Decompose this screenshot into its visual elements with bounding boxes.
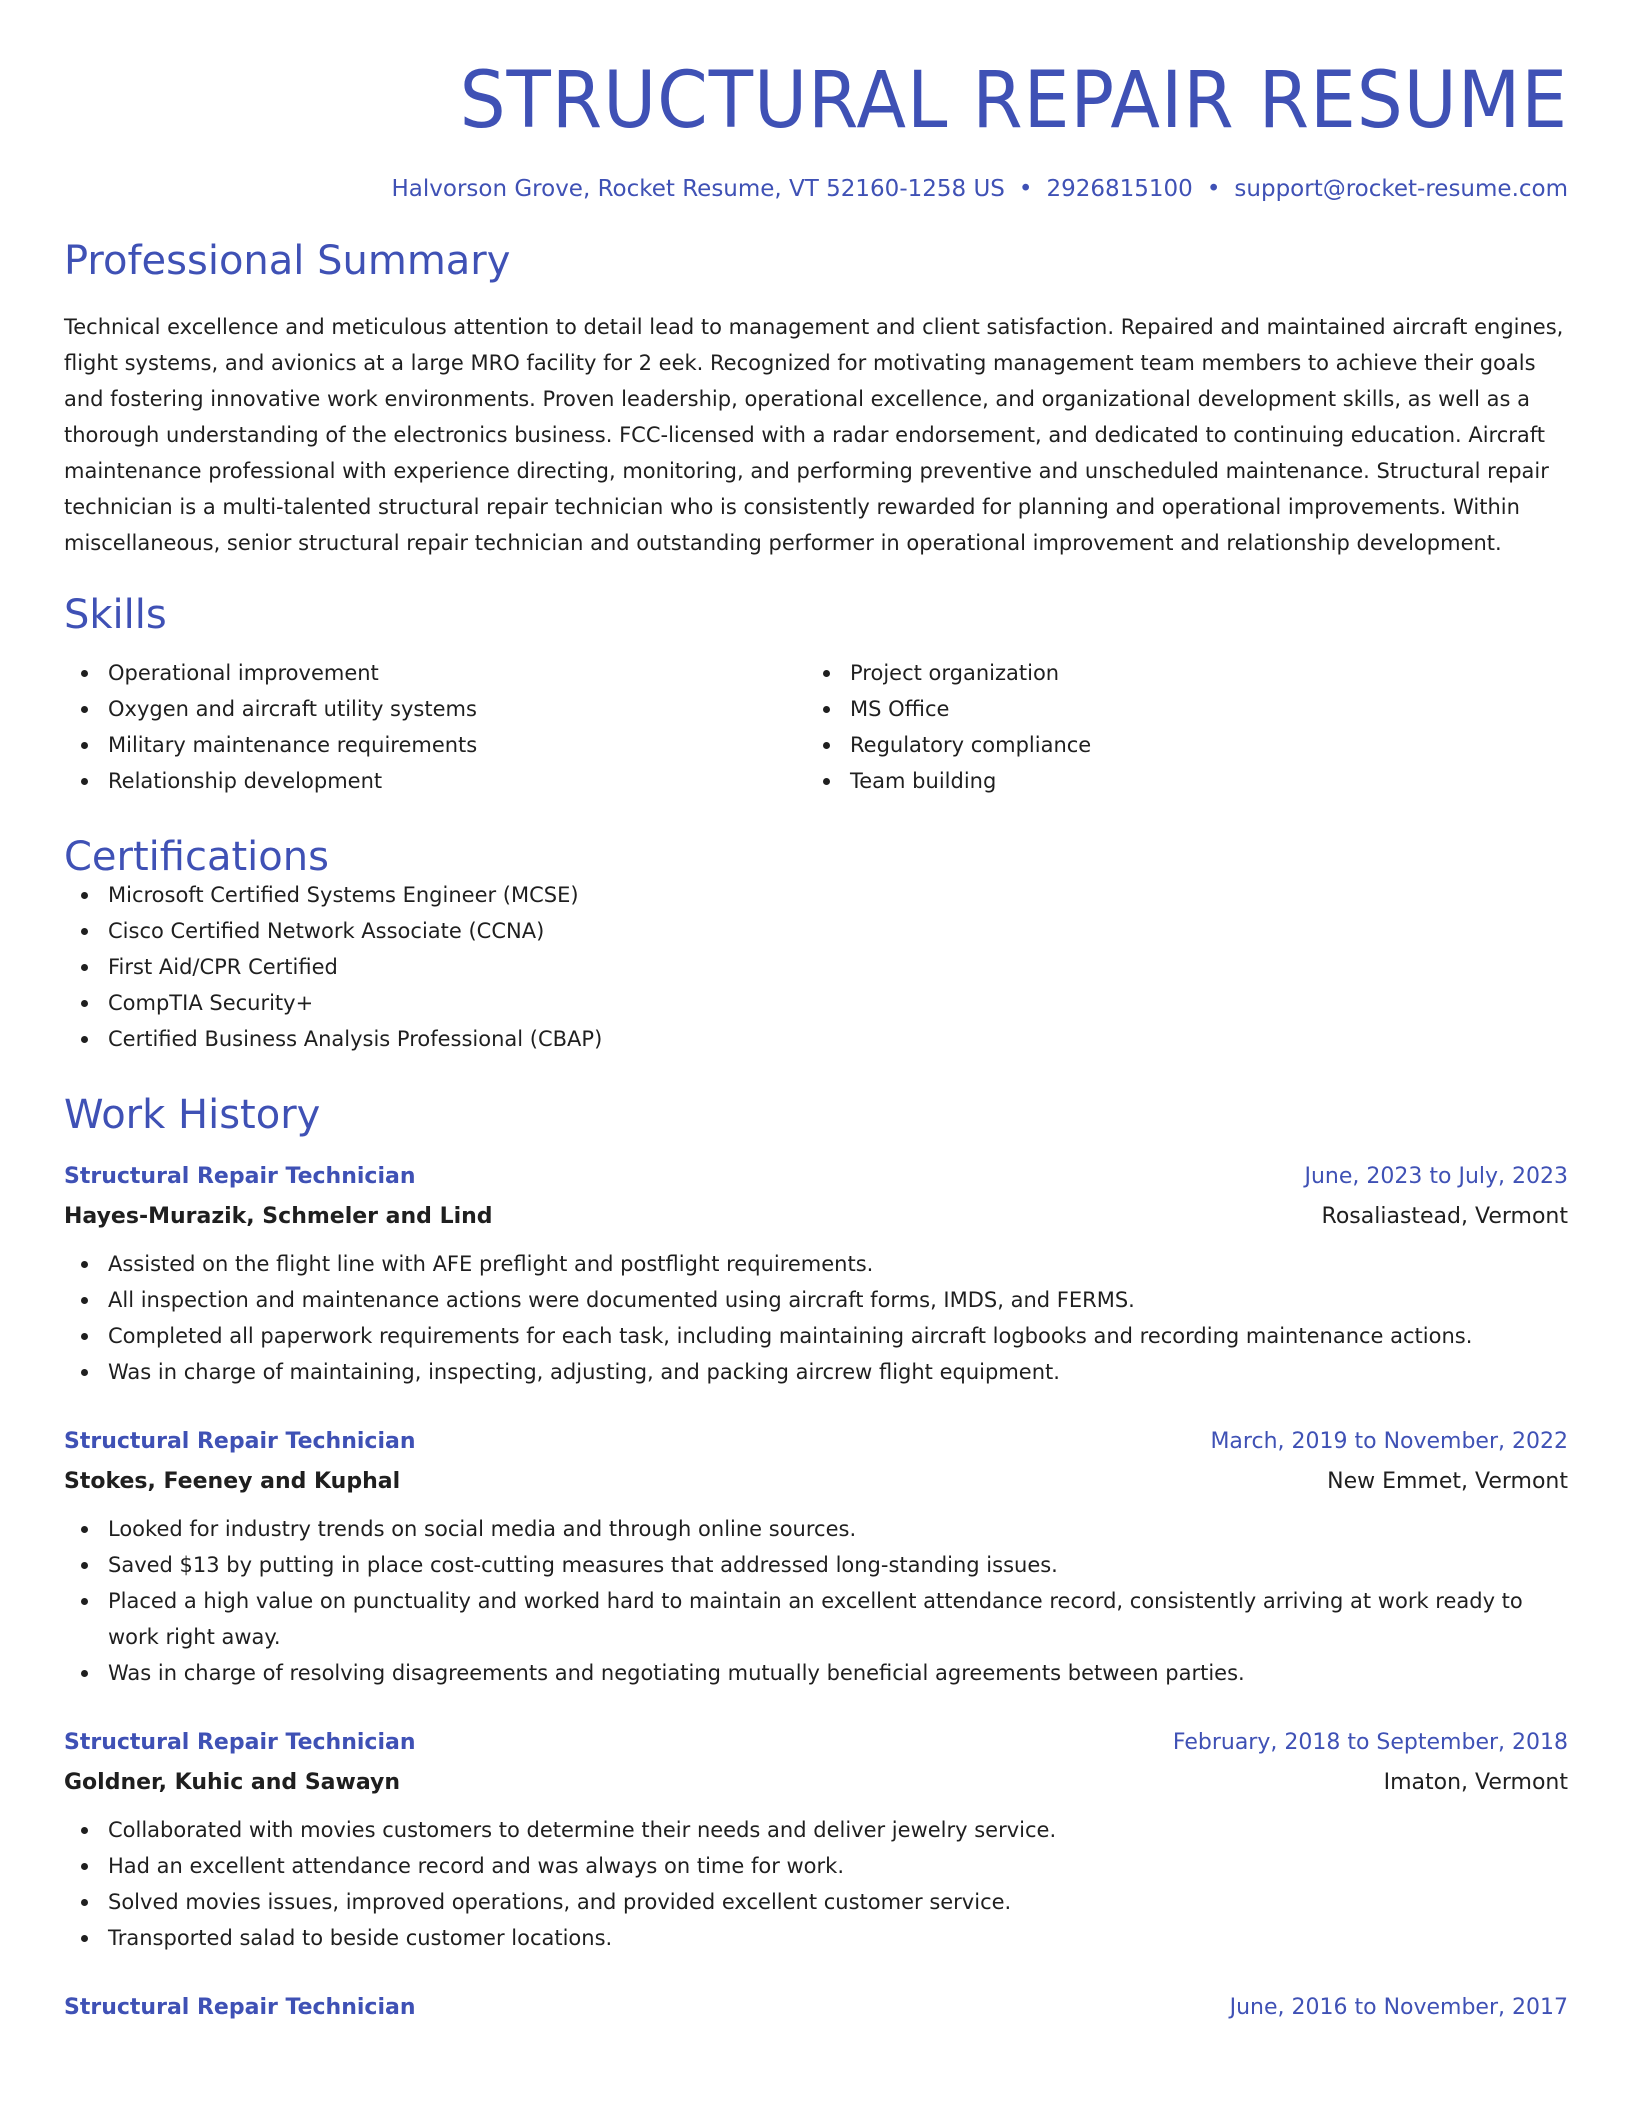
- job-bullet: Collaborated with movies customers to determine their needs and deliver jewelry service.: [64, 1812, 1568, 1848]
- job-entry: [64, 1428, 1568, 1691]
- job-title: Structural Repair Technician: [64, 1995, 416, 2020]
- certification-item: First Aid/CPR Certified: [64, 949, 1568, 985]
- certifications-list: [64, 877, 1568, 1057]
- job-title: Structural Repair Technician: [64, 1164, 416, 1189]
- skills-heading: Skills: [64, 592, 167, 638]
- certification-item: CompTIA Security+: [64, 985, 1568, 1021]
- job-entry: [64, 1729, 1568, 1956]
- job-location: New Emmet, Vermont: [1327, 1469, 1568, 1494]
- job-bullet: Was in charge of maintaining, inspecting, adjusting, and packing aircrew flight equipment.: [64, 1354, 1568, 1390]
- work-history-heading: Work History: [64, 1092, 321, 1138]
- job-location: Rosaliastead, Vermont: [1321, 1204, 1568, 1229]
- skills-column-left: [64, 655, 806, 799]
- job-bullet: All inspection and maintenance actions were documented using aircraft forms, IMDS, and FERMS.: [64, 1282, 1568, 1318]
- job-bullet: Looked for industry trends on social media and through online sources.: [64, 1511, 1568, 1547]
- job-bullets: [64, 1812, 1568, 1956]
- contact-phone: 2926815100: [1046, 176, 1193, 202]
- contact-address: Halvorson Grove, Rocket Resume, VT 52160-1258 US: [391, 176, 1005, 202]
- job-company: Hayes-Murazik, Schmeler and Lind: [64, 1204, 493, 1229]
- job-title: Structural Repair Technician: [64, 1429, 416, 1454]
- job-entry: [64, 1163, 1568, 1390]
- contact-separator: •: [1206, 176, 1221, 202]
- summary-text: Technical excellence and meticulous attention to detail lead to management and client satisfaction. Repaired and maintained aircraft engines, flight systems, and avionics at a large MRO facility for 2 eek. Recognized for motivating management team members to achieve their goals and fostering innovative work environments. Proven leadership, operational excellence, and organizational development skills, as well as a thorough understanding of the electronics business. FCC-licensed with a radar endorsement, and dedicated to continuing education. Aircraft maintenance professional with experience directing, monitoring, and performing preventive and unscheduled maintenance. Structural repair technician is a multi-talented structural repair technician who is consistently rewarded for planning and operational improvements. Within miscellaneous, senior structural repair technician and outstanding performer in operational improvement and relationship development.: [64, 315, 1564, 555]
- job-bullet: Placed a high value on punctuality and worked hard to maintain an excellent attendance record, consistently arriving at work ready to work right away.: [64, 1583, 1568, 1655]
- job-title: Structural Repair Technician: [64, 1730, 416, 1755]
- contact-email[interactable]: support@rocket-resume.com: [1234, 176, 1568, 202]
- skill-item: Operational improvement: [64, 655, 806, 691]
- contact-line: [64, 178, 1568, 201]
- skill-item: MS Office: [806, 691, 1548, 727]
- skill-item: Oxygen and aircraft utility systems: [64, 691, 806, 727]
- job-bullet: Assisted on the flight line with AFE preflight and postflight requirements.: [64, 1246, 1568, 1282]
- job-company: Stokes, Feeney and Kuphal: [64, 1469, 401, 1494]
- job-entry: [64, 1994, 1568, 2022]
- job-bullets: [64, 1246, 1568, 1390]
- contact-separator: •: [1018, 176, 1033, 202]
- job-dates: February, 2018 to September, 2018: [1172, 1730, 1568, 1755]
- job-bullet: Saved $13 by putting in place cost-cutting measures that addressed long-standing issues.: [64, 1547, 1568, 1583]
- skill-item: Team building: [806, 763, 1548, 799]
- certifications-heading: Certifications: [64, 834, 329, 880]
- job-location: Imaton, Vermont: [1383, 1770, 1568, 1795]
- skill-item: Regulatory compliance: [806, 727, 1548, 763]
- certification-item: Cisco Certified Network Associate (CCNA): [64, 913, 1568, 949]
- job-company: Goldner, Kuhic and Sawayn: [64, 1770, 401, 1795]
- summary-heading: Professional Summary: [64, 238, 511, 284]
- certification-item: Certified Business Analysis Professional (CBAP): [64, 1021, 1568, 1057]
- job-dates: March, 2019 to November, 2022: [1210, 1429, 1568, 1454]
- certification-item: Microsoft Certified Systems Engineer (MCSE): [64, 877, 1568, 913]
- resume-title: STRUCTURAL REPAIR RESUME: [459, 56, 1569, 146]
- skill-item: Relationship development: [64, 763, 806, 799]
- job-dates: June, 2023 to July, 2023: [1304, 1164, 1568, 1189]
- job-bullet: Completed all paperwork requirements for each task, including maintaining aircraft logbooks and recording maintenance actions.: [64, 1318, 1568, 1354]
- resume-page: [64, 0, 1568, 2022]
- skill-item: Military maintenance requirements: [64, 727, 806, 763]
- job-dates: June, 2016 to November, 2017: [1229, 1995, 1568, 2020]
- job-bullet: Was in charge of resolving disagreements and negotiating mutually beneficial agreements between parties.: [64, 1655, 1568, 1691]
- job-bullets: [64, 1511, 1568, 1691]
- job-bullet: Transported salad to beside customer locations.: [64, 1920, 1568, 1956]
- skill-item: Project organization: [806, 655, 1548, 691]
- job-bullet: Solved movies issues, improved operations, and provided excellent customer service.: [64, 1884, 1568, 1920]
- job-bullet: Had an excellent attendance record and was always on time for work.: [64, 1848, 1568, 1884]
- skills-list: [64, 655, 1568, 799]
- skills-column-right: [806, 655, 1548, 799]
